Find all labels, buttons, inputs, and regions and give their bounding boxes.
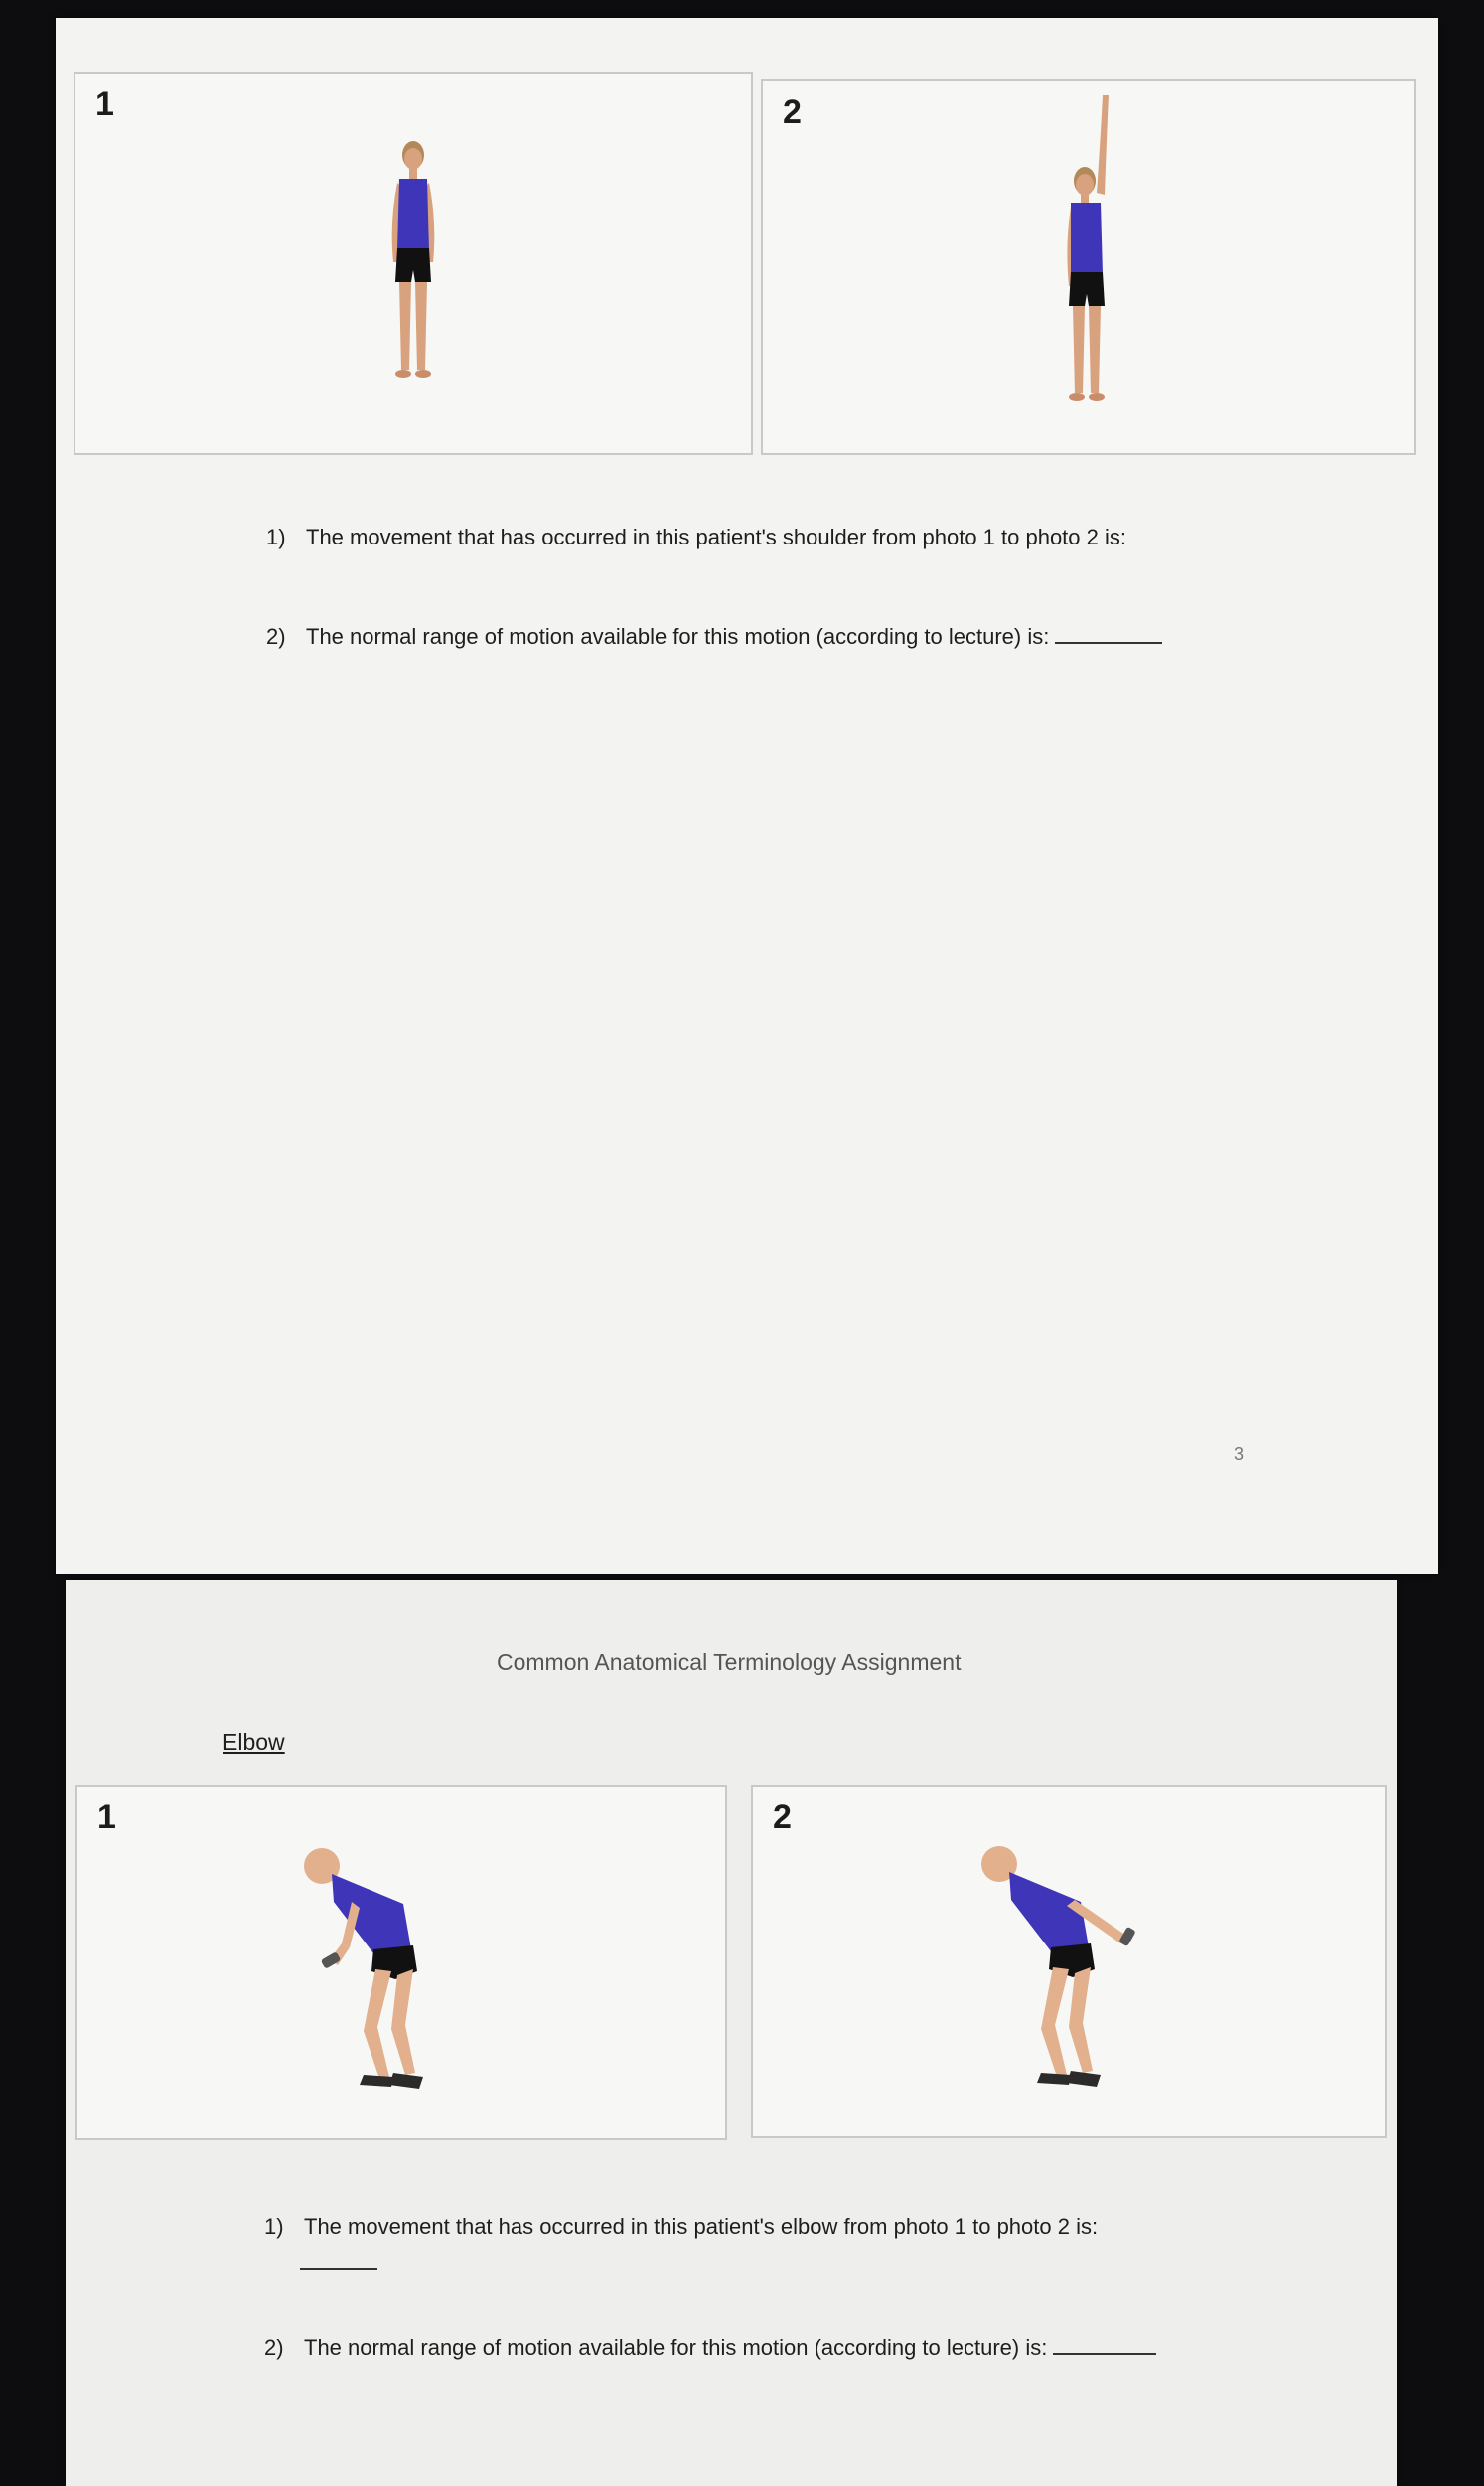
shoulder-photo-1 xyxy=(74,72,753,455)
page-number: 3 xyxy=(1234,1444,1245,1464)
elbow-photo-2 xyxy=(751,1785,1387,2138)
section-heading-elbow: Elbow xyxy=(223,1729,285,1755)
question-text: The movement that has occurred in this patient's shoulder from photo 1 to photo 2 is: xyxy=(306,525,1126,549)
question-number: 1) xyxy=(264,2214,284,2239)
standing-woman-arm-raised-figure xyxy=(1041,95,1140,443)
photo-number: 1 xyxy=(97,1798,116,1836)
question-text: The normal range of motion available for this motion (according to lecture) is: xyxy=(304,2335,1048,2360)
shoulder-question-2 xyxy=(266,624,1162,650)
document-page-3 xyxy=(56,18,1438,1574)
elbow-question-2 xyxy=(264,2335,1156,2361)
page-header-title: Common Anatomical Terminology Assignment xyxy=(497,1649,962,1675)
photo-number: 2 xyxy=(773,1798,792,1836)
shoulder-photo-2 xyxy=(761,79,1416,455)
shoulder-question-1 xyxy=(266,525,1126,550)
document-page-4 xyxy=(66,1580,1397,2486)
question-text: The movement that has occurred in this patient's elbow from photo 1 to photo 2 is: xyxy=(304,2214,1099,2239)
bent-over-man-elbow-flexed-figure xyxy=(294,1842,473,2120)
standing-woman-arms-down-figure xyxy=(364,133,463,441)
elbow-photo-1 xyxy=(75,1785,727,2140)
answer-blank[interactable] xyxy=(1055,641,1162,644)
elbow-question-1 xyxy=(264,2214,1098,2240)
answer-blank[interactable] xyxy=(1053,2352,1156,2355)
question-text: The normal range of motion available for this motion (according to lecture) is: xyxy=(306,624,1050,649)
photo-number: 1 xyxy=(95,85,114,123)
answer-blank[interactable] xyxy=(300,2267,377,2270)
question-number: 2) xyxy=(266,624,286,649)
photo-number: 2 xyxy=(783,93,802,131)
bent-over-man-elbow-extended-figure xyxy=(971,1840,1170,2118)
question-number: 1) xyxy=(266,525,286,549)
question-number: 2) xyxy=(264,2335,284,2360)
